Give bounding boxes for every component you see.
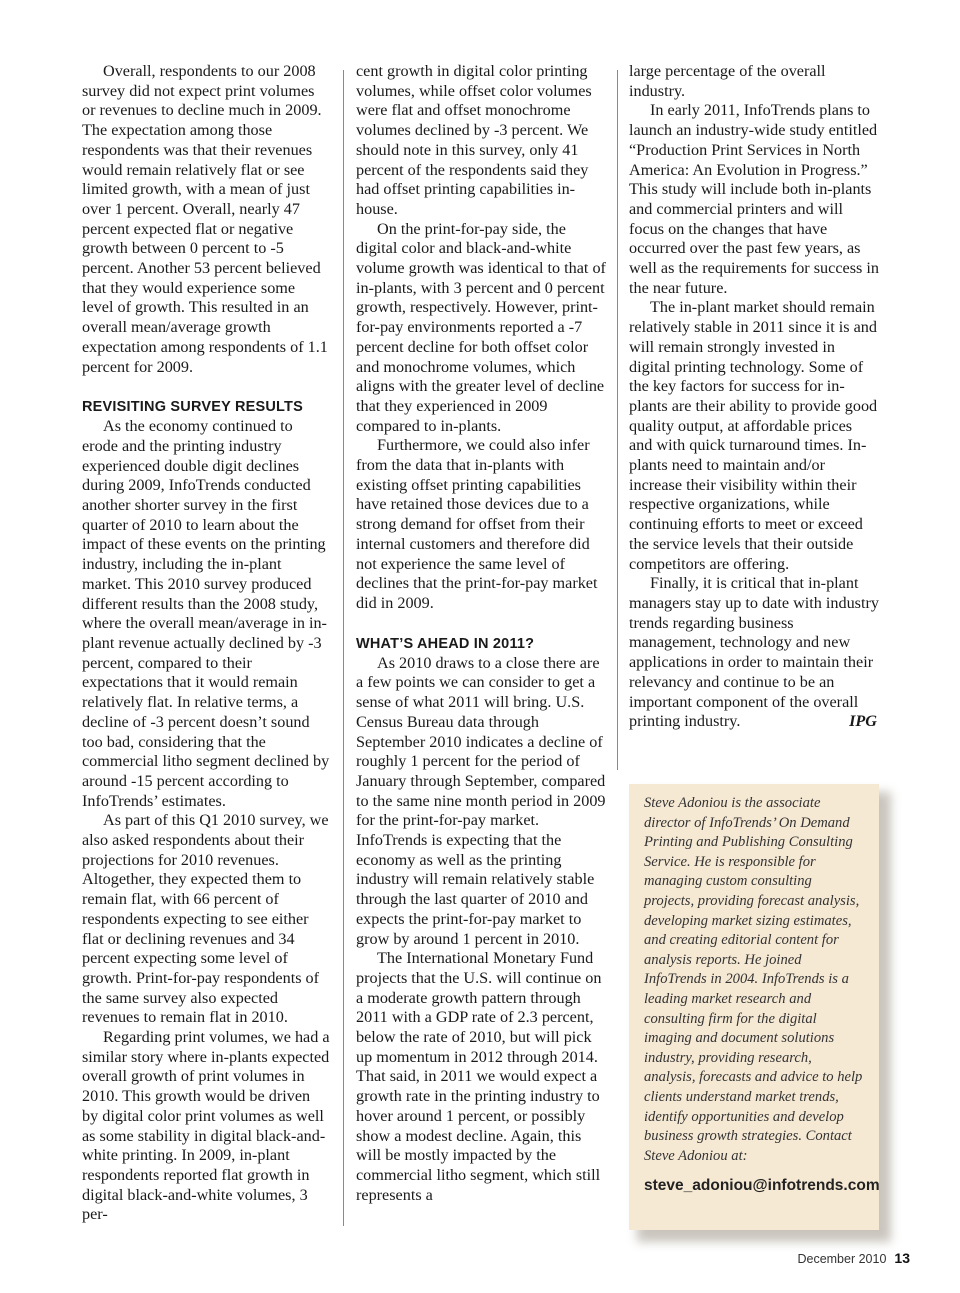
author-bio-text: Steve Adoniou is the associate director of InfoTrends’ On Demand Printing and Publishing Consulting Service. He is responsible for managing custom consulting projects, providing forecast analysis, developing market sizing estimates, and creating editorial content for analysis reports. He joined InfoTrends in 2004. InfoTrends is a leading market research and consulting firm for the digital imaging and document solutions industry, providing research, analysis, forecasts and advice to help clients understand market trends, identify opportunities and develop business growth strategies. Contact Steve Adoniou at:	[644, 795, 863, 1164]
article-column-3	[629, 62, 879, 732]
paragraph: As the economy continued to erode and the printing industry experienced double digit declines during 2009, InfoTrends conducted another shorter survey in the first quarter of 2010 to learn about the impact of these events on the printing industry, including the in-plant market. This 2010 survey produced different results than the 2008 study, where the overall mean/average in in-plant revenue actually declined by -3 percent, compared to their expectations that it would remain relatively flat. In relative terms, a decline of -3 percent doesn’t sound too bad, considering that the commercial litho segment declined by around -15 percent according to InfoTrends’ estimates.	[82, 417, 330, 810]
section-heading: WHAT’S AHEAD IN 2011?	[356, 635, 535, 652]
author-email-link[interactable]: steve_adoniou@infotrends.com	[644, 1177, 880, 1195]
paragraph: large percentage of the overall industry.	[629, 62, 826, 100]
paragraph: The in-plant market should remain relatively stable in 2011 since it is and will remain strongly invested in digital printing technology. Some of the key factors for success for in-plants are their ability to provide good quality output, at affordable prices and with quick turnaround times. In-plants need to maintain and/or increase their visibility within their respective organizations, while continuing efforts to meet or exceed the service levels that their outside competitors are offering.	[629, 298, 878, 573]
page-number: 13	[894, 1250, 910, 1266]
paragraph: On the print-for-pay side, the digital color and black-and-white volume growth was identical to that of in-plants, with 3 percent and 0 percent growth, respectively. However, print-for-pay environments reported a -7 percent decline for both offset color and monochrome volumes, which aligns with the greater level of decline that they experienced in 2009 compared to in-plants.	[356, 219, 606, 435]
column-divider	[617, 70, 618, 770]
page-footer	[797, 1250, 910, 1266]
paragraph: Furthermore, we could also infer from the data that in-plants with existing offset printing capabilities have retained those devices due to a strong demand for offset from their internal customers and therefore did not experience the same level of declines that the print-for-pay market did in 2009.	[356, 436, 598, 612]
article-column-1	[82, 62, 330, 1225]
paragraph: cent growth in digital color printing volumes, while offset color volumes were flat and offset monochrome volumes declined by -3 percent. We should note in this survey, only 41 percent of the respondents said they had offset printing capabilities in-house.	[356, 62, 592, 218]
paragraph: As 2010 draws to a close there are a few points we can consider to get a sense of what 2011 will bring. U.S. Census Bureau data through September 2010 indicates a decline of roughly 1 percent for the period of January through September, compared to the same nine month period in 2009 for the print-for-pay market. InfoTrends is expecting that the economy as well as the printing industry will remain relatively stable through the last quarter of 2010 and expects the print-for-pay market to grow by around 1 percent in 2010.	[356, 653, 606, 948]
column-divider	[343, 70, 344, 1226]
author-bio-box	[629, 784, 879, 1230]
issue-date: December 2010	[797, 1252, 887, 1266]
end-mark: IPG	[849, 712, 877, 731]
paragraph: In early 2011, InfoTrends plans to launch an industry-wide study entitled “Production Print Services in North America: An Evolution in Progress.” This study will include both in-plants and commercial printers and will focus on the changes that have occurred over the past few years, as well as the requirements for success in the near future.	[629, 101, 879, 297]
paragraph-text: Finally, it is critical that in-plant managers stay up to date with industry trends regarding business management, technology and new applications in order to maintain their relevancy and continue to be an important component of the overall printing industry.	[629, 574, 879, 731]
paragraph: The International Monetary Fund projects that the U.S. will continue on a moderate growth pattern through 2011 with a GDP rate of 2.3 percent, below the rate of 2010, but will pick up momentum in 2012 through 2014. That said, in 2011 we would expect a growth rate in the printing industry to hover around 1 percent, or possibly show a modest decline. Again, this will be mostly impacted by the commercial litho segment, which still represents a	[356, 949, 602, 1204]
paragraph: As part of this Q1 2010 survey, we also asked respondents about their projections for 2010 revenues. Altogether, they expected them to remain flat, with 66 percent of respondents expecting to see either flat or declining revenues and 34 percent expecting some level of growth. Print-for-pay respondents of the same survey also expected revenues to remain flat in 2010.	[82, 811, 329, 1027]
paragraph: Regarding print volumes, we had a similar story where in-plants expected overall growth of print volumes in 2010. This growth would be driven by digital color print volumes as well as some stability in digital black-and-white printing. In 2009, in-plant respondents reported flat growth in digital black-and-white volumes, 3 per-	[82, 1028, 330, 1224]
paragraph: Overall, respondents to our 2008 survey did not expect print volumes or revenues to decline much in 2009. The expectation among those respondents was that their revenues would remain relatively flat or see limited growth, with a mean of just over 1 percent. Overall, nearly 47 percent expected flat or negative growth between 0 percent to -5 percent. Another 53 percent believed that they would experience some level of growth. This resulted in an overall mean/average growth expectation among respondents of 1.1 percent for 2009.	[82, 62, 328, 376]
paragraph	[629, 574, 879, 732]
article-column-2	[356, 62, 606, 1205]
section-heading: REVISITING SURVEY RESULTS	[82, 399, 303, 416]
